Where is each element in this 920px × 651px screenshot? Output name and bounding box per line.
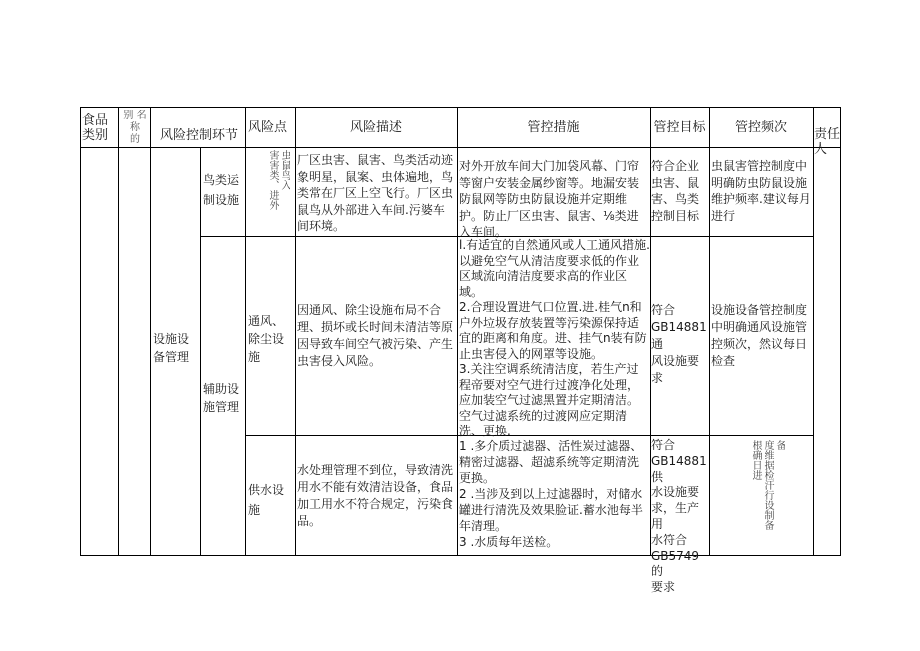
header-control-frequency: 管控频次 <box>734 120 787 135</box>
row3-control-frequency: 备 度维据检汗行设制备 根确日进 <box>750 440 785 530</box>
col-border-9 <box>813 107 814 556</box>
table-bottom-border <box>80 555 841 556</box>
row2-risk-description: 因通风、除尘设施布局不合理、损坏或长时间未清洁等原因导致车间空气被污染、产生虫害侵入风险。 <box>297 303 454 368</box>
row1-risk-point: 虫鼠鸟入 害害类、进外 <box>267 150 290 210</box>
header-control-measures: 管控措施 <box>527 120 580 135</box>
header-risk-control-link: 风险控制环节 <box>160 128 239 143</box>
row3-risk-point: 供水设 施 <box>248 483 285 517</box>
col-border-1 <box>118 107 119 556</box>
row2-control-frequency: 设施设备管控制度中明确通风设施管控频次，然议每日检查 <box>711 303 808 368</box>
col-border-8 <box>709 107 710 556</box>
row3-risk-description: 水处理管理不到位，导致清洗用水不能有效清洁设备，食品加工用水不符合规定，污染食品。 <box>297 463 454 528</box>
sub-link-auxiliary-facility: 辅助设 施管理 <box>203 382 240 414</box>
col-border-6 <box>457 107 458 556</box>
col-border-10 <box>840 107 841 556</box>
row2-control-target: 符合 GB14881通 风设施要 求 <box>651 303 707 385</box>
header-risk-point: 风险点 <box>248 120 288 135</box>
row3-control-target: 符合 GB14881供 水设施要 求，生产用 水符合 GB5749的 要求 <box>651 438 707 595</box>
row3-control-measures: 1 .多介质过滤器、活性炭过滤器、精密过滤器、超滤系统等定期清洗更换。 2 .当涉及到以上过滤器时，对储水罐进行清洗及效果脸证.蓄水池每半年清理。 3 .水质每年送检。 <box>459 439 643 549</box>
header-food-category: 食品 类别 <box>82 113 109 143</box>
sub-link-pest-facility: 鸟类运 制设施 <box>203 173 240 207</box>
row1-risk-description: 厂区虫害、鼠害、鸟类活动迹象明星，鼠案、虫体遍地，鸟类常在厂区上空飞行。厂区虫鼠鸟从外部进入车间.污婆车间环境。 <box>297 153 454 233</box>
header-control-target: 管控目标 <box>653 120 706 135</box>
row1-control-target: 符合企业虫害、鼠害、鸟类控制目标 <box>651 159 700 223</box>
header-bottom-border <box>80 147 841 148</box>
col-border-4 <box>245 107 246 556</box>
table-top-border <box>80 107 841 108</box>
col-border-3 <box>200 147 201 556</box>
header-risk-description: 风险描述 <box>349 120 402 135</box>
row1-control-frequency: 虫鼠害管控制度中明确防虫防鼠设施维护频率.建议每月进行 <box>711 159 811 223</box>
col-border-2 <box>150 107 151 556</box>
row2-risk-point: 通风、 除尘设 施 <box>248 314 285 364</box>
col-border-5 <box>295 107 296 556</box>
row1-control-measures: 对外开放车间大门加袋风幕、门帘等窗户安装金属纱窗等。地漏安装防鼠网等防虫防鼠设施并定期维护。防止厂区虫害、鼠害、⅛类进入车间。 <box>459 159 640 239</box>
header-category-name: 别 名称 的 <box>123 110 147 145</box>
main-link-facility-management: 设施设 备管理 <box>153 332 190 364</box>
header-responsible-person: 责任人 <box>814 127 841 157</box>
col-border-0 <box>80 107 81 556</box>
row2-control-measures: l.有适宜的自然通风或人工通风措施.以避免空气从清洁度要求低的作业区域流向清洁度要求高的作业区域。 2.合理设置进气口位置.进.桂气n和户外垃圾存放装置等污染源保持适宜的距离和角度。进、挂气n装有防止虫害侵入的网罩等设施。 3.关注空调系统清洁度，若生产过程帝要对空气进行过渡净化处理，应加装空气过滤黑置并定期清洁。空气过滤系统的过渡网应定期清洗、更换. <box>459 238 650 438</box>
